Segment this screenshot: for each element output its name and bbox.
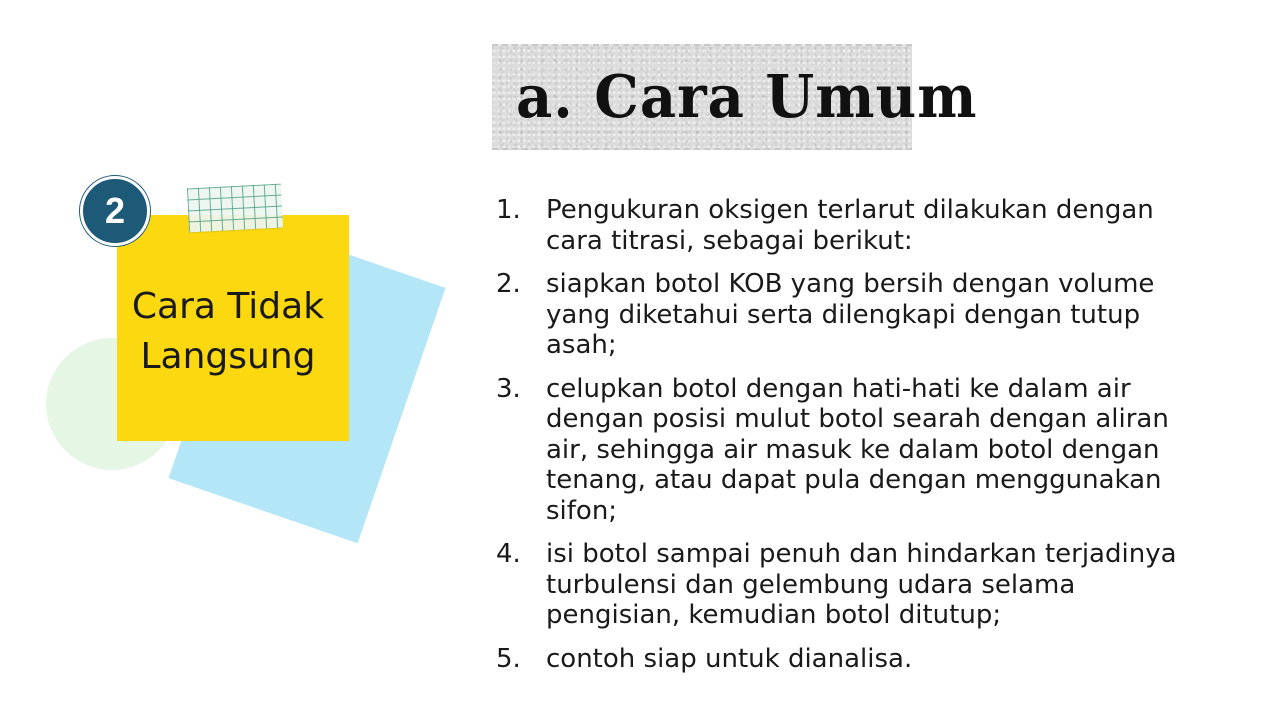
list-item-text: tenang, atau dapat pula dengan menggunakan: [546, 465, 1162, 495]
section-number-badge: 2: [80, 176, 150, 246]
list-item-number: 2.: [496, 269, 521, 299]
list-item-number: 4.: [496, 539, 521, 569]
list-item-text: contoh siap untuk dianalisa.: [546, 643, 913, 674]
list-item-text: pengisian, kemudian botol ditutup;: [546, 600, 1002, 630]
grid-tape-icon: [187, 184, 283, 233]
list-item-text: turbulensi dan gelembung udara selama: [546, 569, 1076, 600]
list-item-text: isi botol sampai penuh dan hindarkan terjadinya: [546, 539, 1177, 569]
list-item-number: 1.: [496, 195, 521, 225]
sticky-note-line-2: Langsung: [140, 336, 316, 377]
list-item-text: Pengukuran oksigen terlarut dilakukan dengan: [546, 195, 1154, 225]
list-item: [496, 195, 1236, 256]
list-item: [496, 539, 1236, 631]
list-item-text: dengan posisi mulut botol searah dengan aliran: [546, 404, 1169, 434]
sticky-note-label: [117, 282, 339, 382]
list-item-text: celupkan botol dengan hati-hati ke dalam air: [546, 373, 1131, 404]
steps-list: [496, 195, 1236, 687]
list-item-text: siapkan botol KOB yang bersih dengan volume: [546, 269, 1155, 299]
list-item-number: 5.: [496, 643, 521, 674]
list-item-text: yang diketahui serta dilengkapi dengan tutup: [546, 299, 1141, 330]
list-item-text: asah;: [546, 330, 617, 360]
list-item-text: sifon;: [546, 495, 618, 526]
title-banner: [492, 44, 978, 150]
list-item-text: air, sehingga air masuk ke dalam botol dengan: [546, 434, 1160, 465]
sticky-note-line-1: Cara Tidak: [131, 286, 325, 327]
list-item: [496, 269, 1236, 361]
list-item-text: cara titrasi, sebagai berikut:: [546, 225, 913, 256]
slide-title: a. Cara Umum: [516, 62, 978, 132]
list-item: [496, 644, 1236, 675]
list-item: [496, 374, 1236, 527]
list-item-number: 3.: [496, 373, 521, 404]
